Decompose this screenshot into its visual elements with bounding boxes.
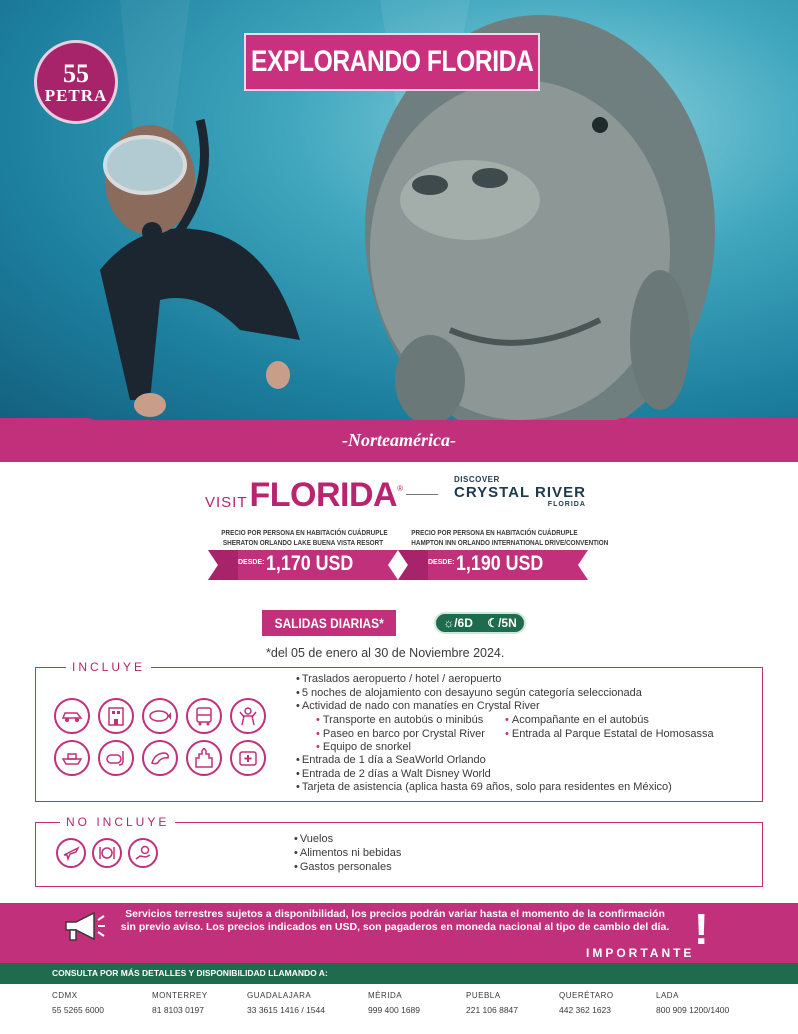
importante-text [115,908,675,934]
price-option-1 [208,528,398,580]
city-name: PUEBLA [466,991,501,1000]
days-label: 6D [457,616,473,630]
contact-cdmx [52,991,104,1015]
city-name: MÉRIDA [368,991,403,1000]
salidas-label: SALIDAS DIARIAS* [274,615,384,631]
snorkel-icon [98,740,134,776]
price-ribbon [398,550,588,580]
city-name: CDMX [52,991,78,1000]
sun-icon: ☼ [443,616,455,630]
contact-heading-bar [0,963,798,984]
list-item: • 5 noches de alojamiento con desayuno según categoría seleccionada [296,687,642,701]
list-item: • Entrada al Parque Estatal de Homosassa [505,728,714,742]
contact-lada [656,991,729,1015]
list-item: • Equipo de snorkel [316,741,485,755]
importante-line2: sin previo aviso. Los precios indicados en USD, son pagaderos en moneda nacional al tipo de cambio del día. [120,921,670,933]
list-item: • Tarjeta de asistencia (aplica hasta 69 años, solo para residentes en México) [296,781,672,795]
florida-small-text: FLORIDA [547,501,586,508]
travel-dates: *del 05 de enero al 30 de Noviembre 2024. [266,646,505,660]
crystal-river-logo [454,475,586,508]
incluye-icons [54,698,266,776]
incluye-list-top [296,673,642,714]
assistance-icon [230,740,266,776]
price-note-line2: HAMPTON INN ORLANDO INTERNATIONAL DRIVE/CONVENTION [411,537,609,547]
no-incluye-icons [56,838,158,868]
food-icon [92,838,122,868]
car-icon [54,698,90,734]
desde-label: DESDE: [428,559,455,567]
list-item: • Paseo en barco por Crystal River [316,728,485,742]
bus-icon [186,698,222,734]
crystal-river-text: CRYSTAL RIVER [454,484,586,501]
no-incluye-title: NO INCLUYE [60,815,175,829]
duration-badge: ☼/6D ☾/5N [434,612,526,634]
florida-text: FLORIDA [249,476,398,514]
money-icon [128,838,158,868]
list-item: • Vuelos [294,832,401,846]
contact-merida [368,991,420,1015]
price-note-line1: PRECIO POR PERSONA EN HABITACIÓN CUÁDRUPLE [411,528,578,537]
boat-icon [54,740,90,776]
castle-icon [186,740,222,776]
page-title: EXPLORANDO FLORIDA [250,45,534,78]
plane-icon [56,838,86,868]
contact-queretaro [559,991,614,1015]
price-note-line2: SHERATON ORLANDO LAKE BUENA VISTA RESORT [222,537,384,547]
contact-monterrey [152,991,208,1015]
dolphin-icon [142,740,178,776]
incluye-sub-right [505,714,714,741]
manatee-icon [142,698,178,734]
petra-logo [34,40,118,124]
contact-puebla [466,991,518,1015]
list-item: • Transporte en autobús o minibús [316,714,485,728]
list-item: • Entrada de 2 días a Walt Disney World [296,768,672,782]
hotel-icon [98,698,134,734]
city-phone[interactable]: 33 3615 1416 / 1544 [247,1005,325,1015]
city-name: QUERÉTARO [559,991,614,1000]
incluye-title: INCLUYE [66,660,151,674]
region-label: -Norteamérica- [342,430,456,450]
logo-name: PETRA [44,85,108,105]
city-phone[interactable]: 81 8103 0197 [152,1005,204,1015]
list-item: • Acompañante en el autobús [505,714,714,728]
title-banner [244,33,540,91]
megaphone-icon [62,910,106,944]
salidas-badge [262,610,396,636]
price-option-2 [398,528,609,580]
city-phone[interactable]: 800 909 1200/1400 [656,1005,730,1015]
price-note-line1: PRECIO POR PERSONA EN HABITACIÓN CUÁDRUPLE [221,528,388,537]
incluye-list-bottom [296,754,672,795]
city-name: LADA [656,991,679,1000]
city-phone[interactable]: 442 362 1623 [559,1005,611,1015]
registered-mark: ® [397,484,404,493]
nights-label: 5N [501,616,517,630]
logo-number: 55 [63,58,89,88]
city-phone[interactable]: 221 106 8847 [466,1005,518,1015]
city-phone[interactable]: 55 5265 6000 [52,1005,104,1015]
price-ribbon [208,550,398,580]
list-item: • Actividad de nado con manatíes en Crystal River [296,700,642,714]
city-name: GUADALAJARA [247,991,312,1000]
price-amount: 1,190 USD [456,552,544,576]
moon-icon: ☾ [487,616,499,630]
visit-florida-logo [205,476,403,515]
price-amount: 1,170 USD [266,552,354,576]
list-item: • Gastos personales [294,860,401,874]
city-name: MONTERREY [152,991,208,1000]
discover-text: DISCOVER [454,475,500,484]
logo-divider [406,494,438,495]
visit-text: VISIT [205,494,248,511]
no-incluye-list [294,832,401,874]
contact-guadalajara [247,991,325,1015]
city-phone[interactable]: 999 400 1689 [368,1005,420,1015]
list-item: • Entrada de 1 día a SeaWorld Orlando [296,754,672,768]
list-item: • Traslados aeropuerto / hotel / aeropuerto [296,673,642,687]
importante-line1: Servicios terrestres sujetos a disponibilidad, los precios podrán variar hasta el momento de la confirmación [125,908,665,920]
exclamation-mark: ! [694,905,709,954]
contact-heading: CONSULTA POR MÁS DETALLES Y DISPONIBILIDAD LLAMANDO A: [52,968,328,978]
desde-label: DESDE: [238,559,265,567]
incluye-sub-left [316,714,485,755]
importante-label: IMPORTANTE [586,946,695,960]
list-item: • Alimentos ni bebidas [294,846,401,860]
guide-icon [230,698,266,734]
hero-image [0,0,798,420]
